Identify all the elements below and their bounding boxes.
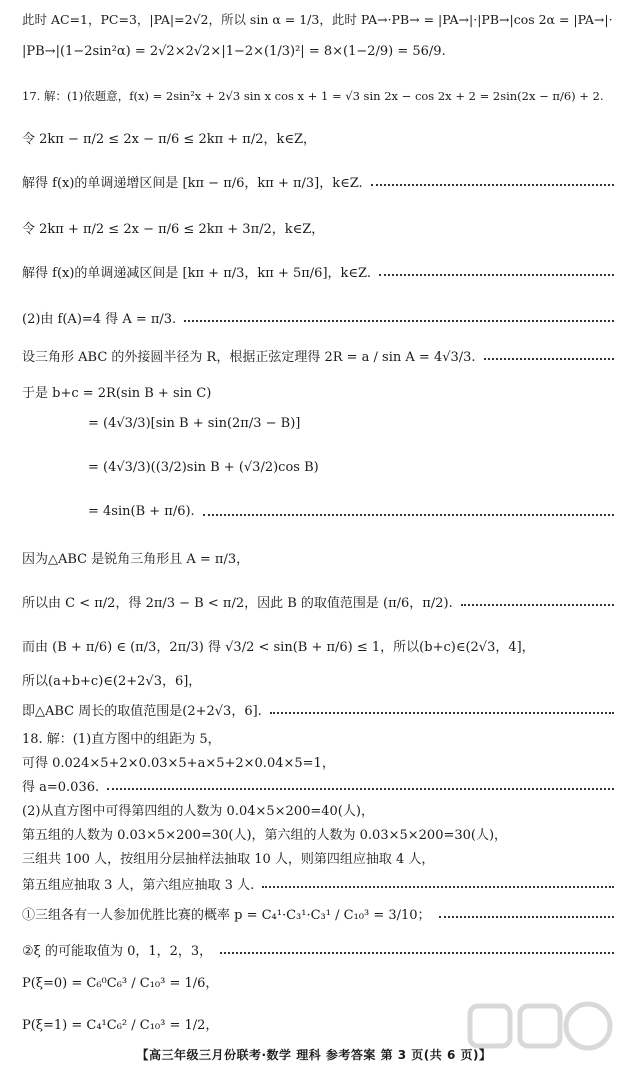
text-line [22, 548, 614, 567]
line-text: = (4√3/3)[sin B + sin(2π/3 − B)] [88, 416, 301, 431]
text-line [22, 700, 614, 719]
text-line [88, 416, 614, 431]
line-text: 令 2kπ + π/2 ≤ 2x − π/6 ≤ 2kπ + 3π/2，k∈Z， [22, 222, 325, 237]
dotted-leader [484, 358, 614, 360]
line-text: = (4√3/3)((3/2)sin B + (√3/2)cos B) [88, 460, 319, 475]
dotted-leader [107, 788, 614, 790]
dotted-leader [270, 712, 614, 714]
text-line [22, 848, 614, 867]
dotted-leader [203, 514, 614, 516]
dotted-leader [262, 886, 614, 888]
text-line [22, 218, 614, 237]
line-text: 可得 0.024×5+2×0.03×5+a×5+2×0.04×5=1， [22, 756, 335, 771]
text-line [22, 262, 614, 281]
text-line [22, 824, 614, 843]
text-line [22, 172, 614, 191]
line-text: 得 a=0.036. [22, 780, 100, 795]
text-line [22, 940, 614, 959]
text-line [22, 728, 614, 747]
line-text: 解得 f(x)的单调递减区间是 [kπ + π/3，kπ + 5π/6]，k∈Z. [22, 266, 371, 281]
text-line [22, 128, 614, 147]
dotted-leader [439, 916, 614, 918]
text-line [22, 972, 614, 991]
text-line [22, 88, 614, 104]
line-text: 所以(a+b+c)∈(2+2√3，6]， [22, 674, 202, 689]
line-text: 17. 解：(1)依题意，f(x) = 2sin²x + 2√3 sin x cos x + 1 = √3 sin 2x − cos 2x + 2 = 2sin(2x − π/6) + 2. [22, 89, 604, 103]
text-line [22, 752, 614, 771]
text-line [22, 636, 614, 655]
line-text: P(ξ=1) = C₄¹C₆² / C₁₀³ = 1/2， [22, 1018, 219, 1033]
text-line [22, 346, 614, 365]
line-text: 即△ABC 周长的取值范围是(2+2√3，6]. [22, 704, 262, 719]
text-line [22, 776, 614, 795]
line-text: 解得 f(x)的单调递增区间是 [kπ − π/6，kπ + π/3]，k∈Z. [22, 176, 363, 191]
line-text: 所以由 C < π/2，得 2π/3 − B < π/2，因此 B 的取值范围是 (π/6，π/2). [22, 596, 453, 611]
line-text: (2)由 f(A)=4 得 A = π/3. [22, 312, 177, 327]
text-line [22, 592, 614, 611]
line-text: 而由 (B + π/6) ∈ (π/3，2π/3) 得 √3/2 < sin(B + π/6) ≤ 1，所以(b+c)∈(2√3，4]， [22, 640, 535, 655]
line-text: 令 2kπ − π/2 ≤ 2x − π/6 ≤ 2kπ + π/2，k∈Z， [22, 132, 317, 147]
text-line [22, 1014, 614, 1033]
line-text: 设三角形 ABC 的外接圆半径为 R，根据正弦定理得 2R = a / sin A = 4√3/3. [22, 350, 476, 365]
line-text: P(ξ=0) = C₆⁰C₆³ / C₁₀³ = 1/6， [22, 976, 219, 991]
dotted-leader [184, 320, 614, 322]
line-text: |PB→|(1−2sin²α) = 2√2×2√2×|1−2×(1/3)²| = 8×(1−2/9) = 56/9. [22, 44, 446, 59]
text-line [22, 308, 614, 327]
line-text: 于是 b+c = 2R(sin B + sin C) [22, 386, 212, 401]
dotted-leader [379, 274, 614, 276]
text-line [22, 904, 614, 923]
dotted-leader [461, 604, 614, 606]
line-text: ①三组各有一人参加优胜比赛的概率 p = C₄¹·C₃¹·C₃¹ / C₁₀³ = 3/10； [22, 908, 431, 923]
line-text: = 4sin(B + π/6). [88, 504, 195, 519]
text-line [22, 382, 614, 401]
text-line [22, 10, 614, 28]
line-text: 第五组的人数为 0.03×5×200=30(人)，第六组的人数为 0.03×5×200=30(人)， [22, 828, 508, 843]
dotted-leader [220, 952, 614, 954]
line-text: 三组共 100 人，按组用分层抽样法抽取 10 人，则第四组应抽取 4 人， [22, 852, 435, 867]
line-text: 因为△ABC 是锐角三角形且 A = π/3， [22, 552, 250, 567]
text-line [22, 800, 614, 819]
text-line [88, 504, 614, 519]
text-line [22, 670, 614, 689]
text-line [22, 874, 614, 893]
line-text: ②ξ 的可能取值为 0，1，2，3， [22, 944, 213, 959]
line-text: 此时 AC=1，PC=3，|PA|=2√2，所以 sin α = 1/3，此时 PA→·PB→ = |PA→|·|PB→|cos 2α = |PA→|· [22, 12, 613, 27]
line-text: (2)从直方图中可得第四组的人数为 0.04×5×200=40(人)， [22, 804, 374, 819]
page-footer: 【高三年级三月份联考·数学 理科 参考答案 第 3 页(共 6 页)】 [136, 1048, 492, 1062]
text-line [22, 44, 614, 59]
line-text: 18. 解：(1)直方图中的组距为 5， [22, 732, 221, 747]
dotted-leader [371, 184, 614, 186]
text-line [88, 460, 614, 475]
line-text: 第五组应抽取 3 人，第六组应抽取 3 人. [22, 878, 255, 893]
